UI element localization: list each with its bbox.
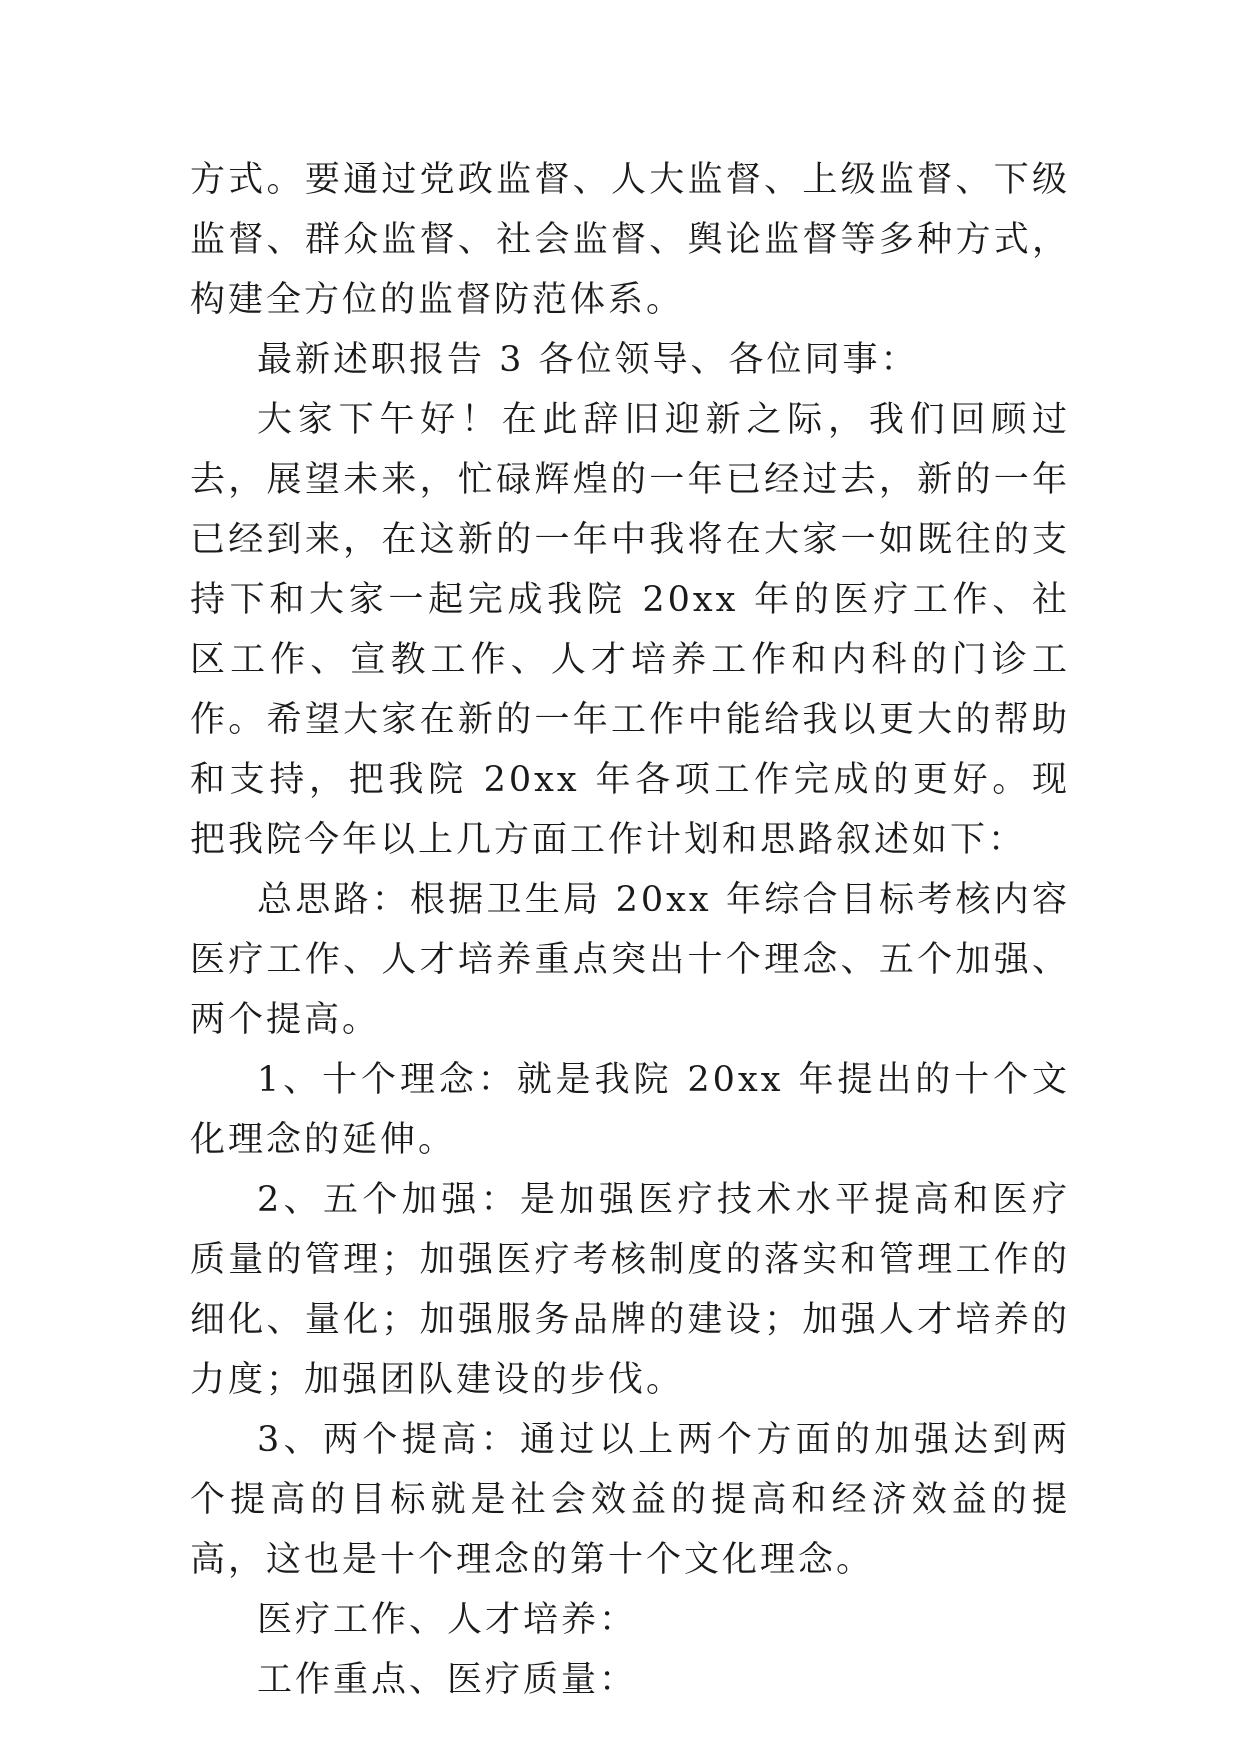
paragraph-medical-talent: 医疗工作、人才培养：: [257, 1600, 638, 1640]
paragraph-greeting: 大家下午好！在此辞旧迎新之际，我们回顾过去，展望未来，忙碌辉煌的一年已经过去，新的一年已经到来，在这新的一年中我将在大家一如既往的支持下和大家一起完成我院 20xx 年的医疗工作、社区工作、宣教工作、人才培养工作和内科的门诊工作。希望大家在新的一年工作中能给我以更大的帮助和支持，把我院 20xx 年各项工作完成的更好。现把我院今年以上几方面工作计划和思路叙述如下：: [190, 400, 1070, 860]
paragraph-two-improvements: 3、两个提高：通过以上两个方面的加强达到两个提高的目标就是社会效益的提高和经济效益的提高，这也是十个理念的第十个文化理念。: [190, 1420, 1070, 1580]
paragraph-five-strengthenings: 2、五个加强：是加强医疗技术水平提高和医疗质量的管理；加强医疗考核制度的落实和管理工作的细化、量化；加强服务品牌的建设；加强人才培养的力度；加强团队建设的步伐。: [190, 1180, 1070, 1400]
paragraph-general-idea: 总思路：根据卫生局 20xx 年综合目标考核内容医疗工作、人才培养重点突出十个理念、五个加强、两个提高。: [190, 880, 1070, 1040]
document-body: [190, 150, 1070, 1710]
paragraph-supervision-methods: 方式。要通过党政监督、人大监督、上级监督、下级监督、群众监督、社会监督、舆论监督等多种方式，构建全方位的监督防范体系。: [190, 160, 1070, 320]
paragraph-report-heading: 最新述职报告 3 各位领导、各位同事：: [257, 340, 919, 380]
paragraph-ten-concepts: 1、十个理念：就是我院 20xx 年提出的十个文化理念的延伸。: [190, 1060, 1070, 1160]
paragraph-work-focus: 工作重点、医疗质量：: [257, 1660, 638, 1700]
